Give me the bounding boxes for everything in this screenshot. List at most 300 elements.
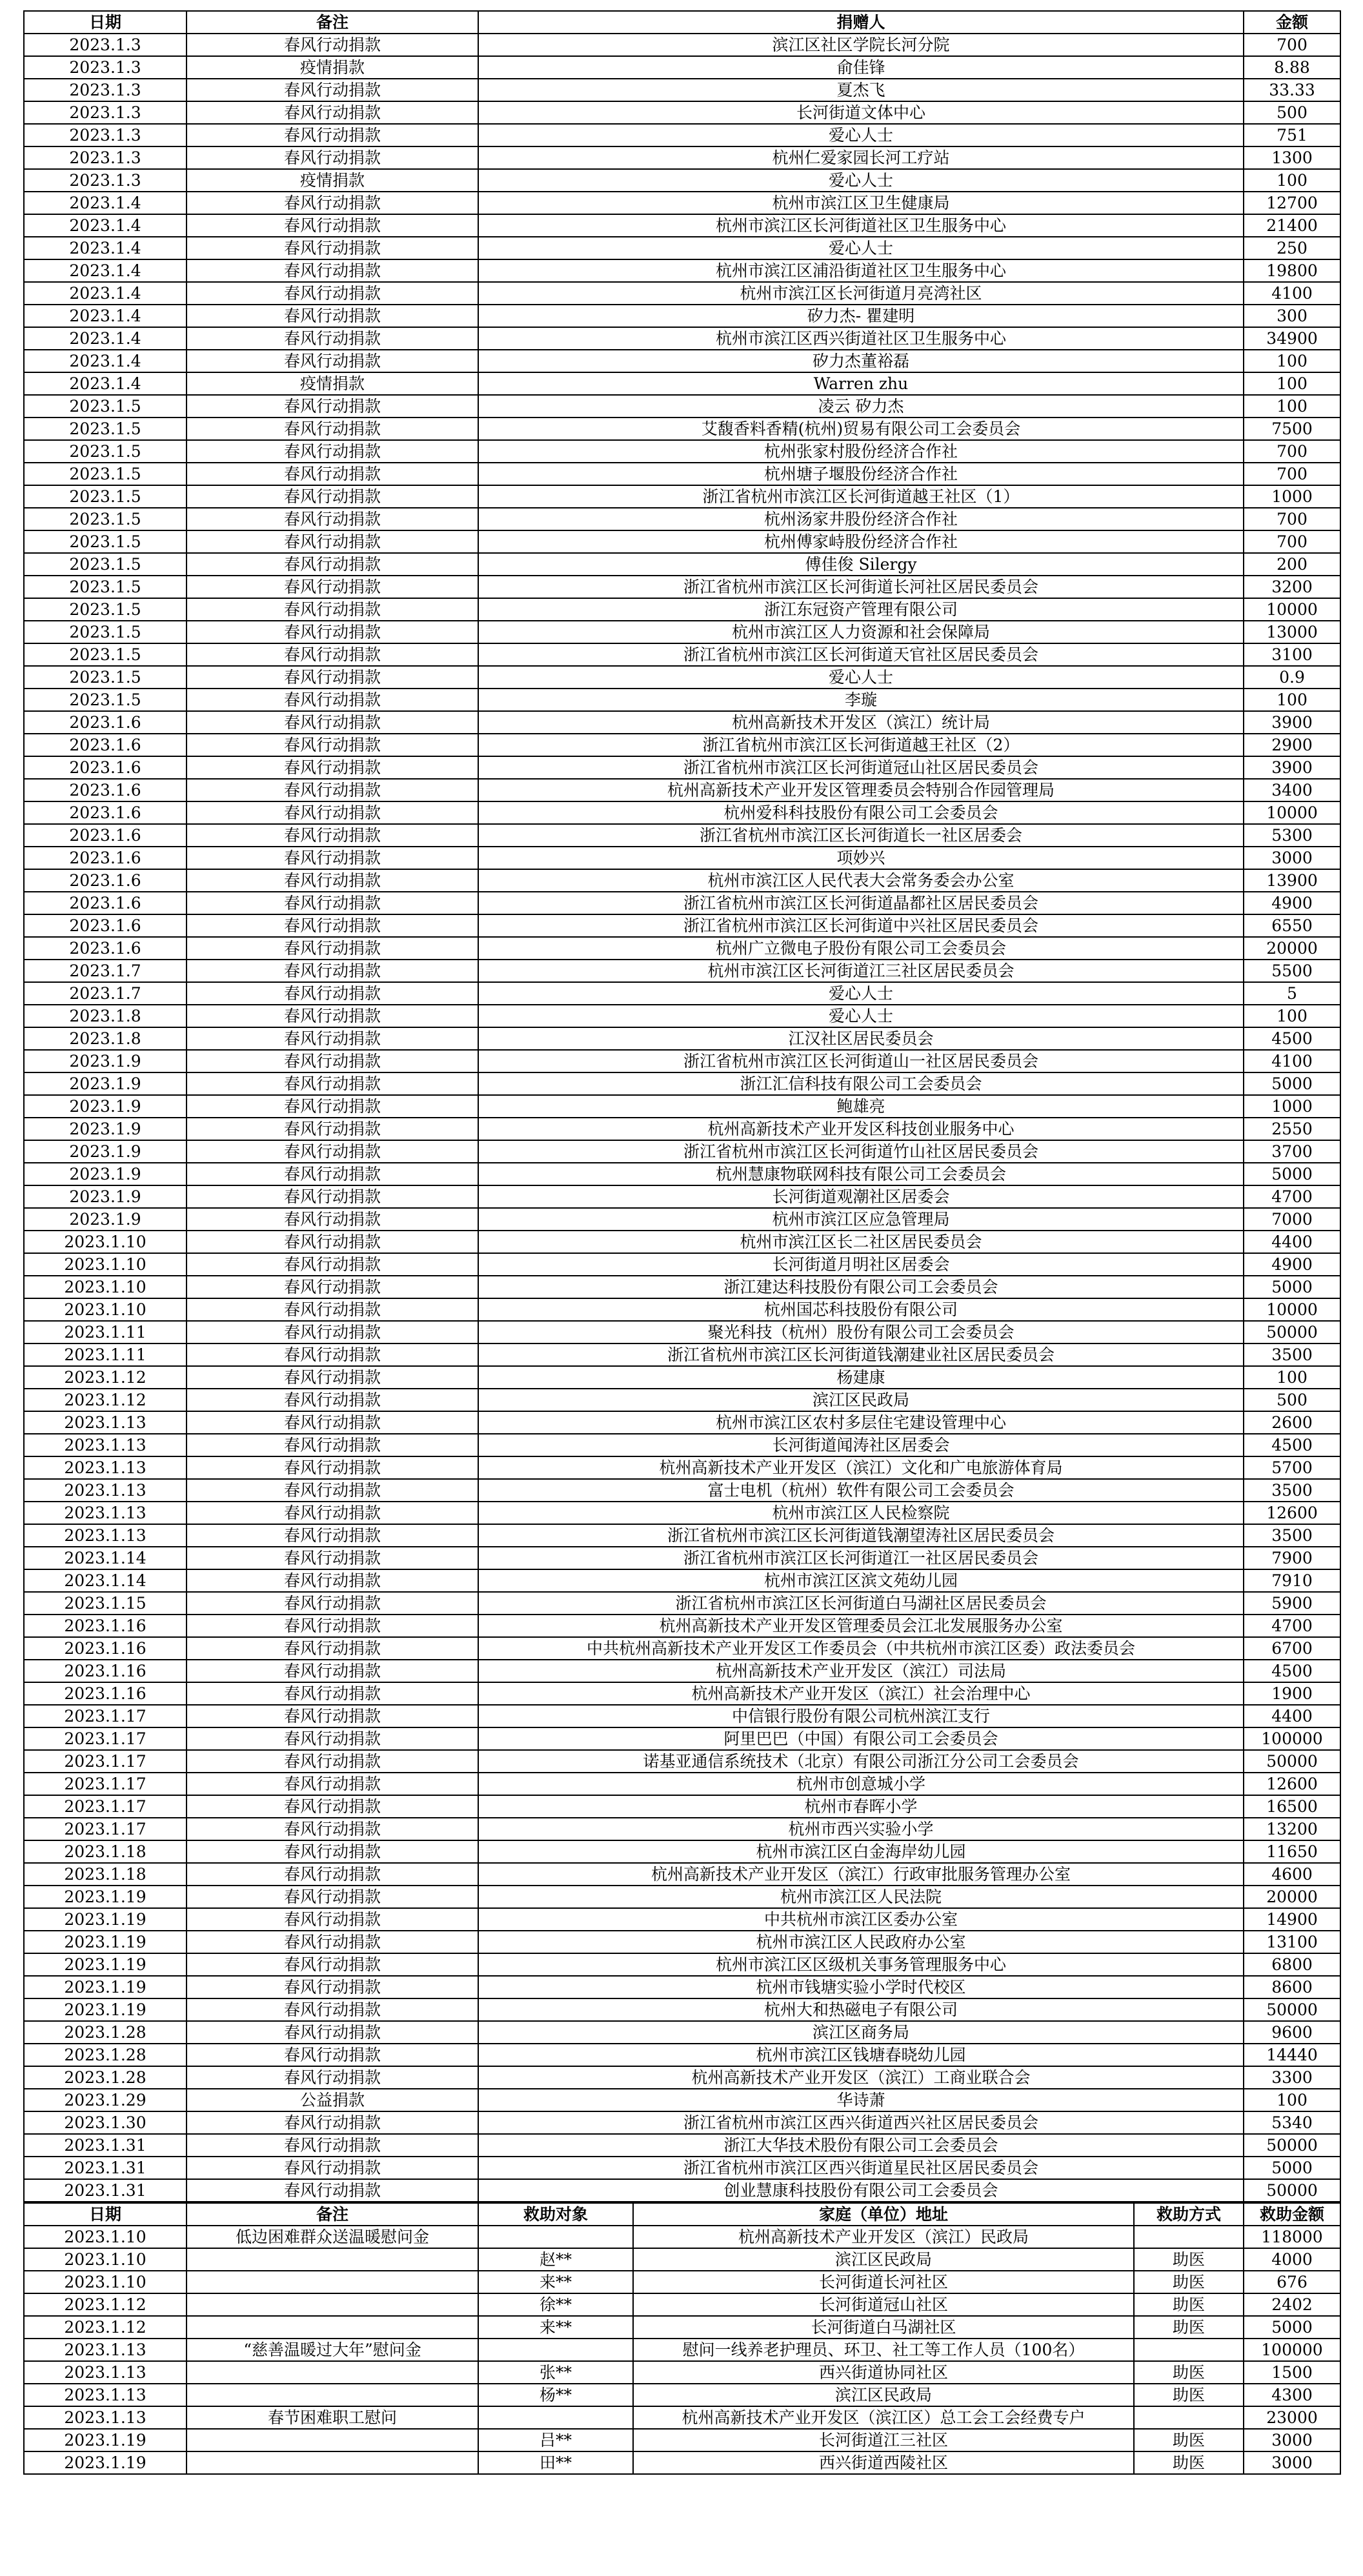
cell-donor: 爱心人士 <box>478 982 1244 1005</box>
cell-amount: 7500 <box>1244 418 1340 440</box>
cell-donor: 杭州市滨江区人民代表大会常务委会办公室 <box>478 869 1244 892</box>
cell-date: 2023.1.28 <box>24 2021 187 2044</box>
header-amount: 金额 <box>1244 11 1340 34</box>
cell-note: 春风行动捐款 <box>187 1569 478 1592</box>
table-row <box>24 463 1340 485</box>
cell-donor: 杭州市西兴实验小学 <box>478 1818 1244 1840</box>
cell-date: 2023.1.4 <box>24 350 187 372</box>
cell-donor: 华诗萧 <box>478 2089 1244 2111</box>
cell-note: 春风行动捐款 <box>187 463 478 485</box>
cell-amount: 4700 <box>1244 1185 1340 1208</box>
cell-donor: 杭州慧康物联网科技有限公司工会委员会 <box>478 1163 1244 1185</box>
cell-donor: 杭州高新技术开发区（滨江）统计局 <box>478 711 1244 734</box>
cell-donor: 矽力杰- 瞿建明 <box>478 305 1244 327</box>
table-row <box>24 1276 1340 1298</box>
cell-note: 春风行动捐款 <box>187 237 478 259</box>
cell-date: 2023.1.5 <box>24 508 187 530</box>
cell-date: 2023.1.16 <box>24 1660 187 1682</box>
table-row <box>24 824 1340 847</box>
table-row <box>24 756 1340 779</box>
cell-date: 2023.1.7 <box>24 982 187 1005</box>
cell-donor: 浙江省杭州市滨江区长河街道山一社区居民委员会 <box>478 1050 1244 1072</box>
table-row <box>24 1615 1340 1637</box>
cell-date: 2023.1.4 <box>24 327 187 350</box>
cell-donor: 杭州汤家井股份经济合作社 <box>478 508 1244 530</box>
cell-note <box>187 2384 478 2406</box>
cell-donor: 杭州市创意城小学 <box>478 1773 1244 1795</box>
table-row <box>24 1976 1340 1998</box>
cell-amount: 4500 <box>1244 1660 1340 1682</box>
cell-donor: 杭州仁爱家园长河工疗站 <box>478 146 1244 169</box>
cell-date: 2023.1.19 <box>24 1908 187 1931</box>
cell-date: 2023.1.17 <box>24 1818 187 1840</box>
cell-amount: 7910 <box>1244 1569 1340 1592</box>
cell-amount: 5700 <box>1244 1456 1340 1479</box>
cell-donor: 浙江省杭州市滨江区长河街道越王社区（2） <box>478 734 1244 756</box>
cell-amount: 250 <box>1244 237 1340 259</box>
table-row <box>24 350 1340 372</box>
cell-donor: 杭州高新技术产业开发区（滨江）工商业联合会 <box>478 2066 1244 2089</box>
cell-note: 春风行动捐款 <box>187 79 478 101</box>
cell-date: 2023.1.9 <box>24 1118 187 1140</box>
cell-note: 春风行动捐款 <box>187 1998 478 2021</box>
cell-donor: 杭州市滨江区长河街道社区卫生服务中心 <box>478 214 1244 237</box>
cell-amount: 3200 <box>1244 576 1340 598</box>
cell-note: 春风行动捐款 <box>187 756 478 779</box>
cell-date: 2023.1.5 <box>24 485 187 508</box>
cell-date: 2023.1.13 <box>24 1524 187 1547</box>
cell-amount: 11650 <box>1244 1840 1340 1863</box>
cell-note: 春风行动捐款 <box>187 1615 478 1637</box>
cell-donor: 杭州市滨江区人民检察院 <box>478 1502 1244 1524</box>
cell-note: 春风行动捐款 <box>187 711 478 734</box>
cell-amount: 4900 <box>1244 1253 1340 1276</box>
cell-date: 2023.1.18 <box>24 1863 187 1886</box>
cell-amount: 8.88 <box>1244 56 1340 79</box>
table-row <box>24 1231 1340 1253</box>
cell-donor: Warren zhu <box>478 372 1244 395</box>
cell-date: 2023.1.19 <box>24 2429 187 2451</box>
cell-date: 2023.1.6 <box>24 847 187 869</box>
cell-amount: 4900 <box>1244 892 1340 914</box>
cell-donor: 杭州市滨江区区级机关事务管理服务中心 <box>478 1953 1244 1976</box>
table-row <box>24 440 1340 463</box>
cell-method: 助医 <box>1134 2384 1244 2406</box>
cell-amount: 5000 <box>1244 1072 1340 1095</box>
cell-date: 2023.1.10 <box>24 2271 187 2293</box>
cell-donor: 浙江省杭州市滨江区西兴街道星民社区居民委员会 <box>478 2157 1244 2179</box>
cell-date: 2023.1.28 <box>24 2044 187 2066</box>
cell-note: 春风行动捐款 <box>187 1276 478 1298</box>
cell-note <box>187 2293 478 2316</box>
cell-address: 滨江区民政局 <box>633 2248 1134 2271</box>
table-row <box>24 2179 1340 2202</box>
cell-amount: 700 <box>1244 508 1340 530</box>
cell-date: 2023.1.5 <box>24 440 187 463</box>
cell-address: 长河街道长河社区 <box>633 2271 1134 2293</box>
table-row <box>24 1434 1340 1456</box>
cell-date: 2023.1.4 <box>24 282 187 305</box>
cell-address: 西兴街道西陵社区 <box>633 2451 1134 2474</box>
cell-amount: 23000 <box>1244 2406 1340 2429</box>
cell-note: 春风行动捐款 <box>187 1931 478 1953</box>
cell-amount: 100 <box>1244 1366 1340 1389</box>
cell-date: 2023.1.28 <box>24 2066 187 2089</box>
cell-note: 春风行动捐款 <box>187 101 478 124</box>
cell-target: 赵** <box>478 2248 633 2271</box>
cell-donor: 长河街道闻涛社区居委会 <box>478 1434 1244 1456</box>
cell-note: 春风行动捐款 <box>187 1863 478 1886</box>
table-row <box>24 2111 1340 2134</box>
cell-date: 2023.1.10 <box>24 1298 187 1321</box>
cell-date: 2023.1.3 <box>24 79 187 101</box>
table-row <box>24 553 1340 576</box>
cell-note: 春风行动捐款 <box>187 2044 478 2066</box>
cell-donor: 杭州傅家峙股份经济合作社 <box>478 530 1244 553</box>
table-row <box>24 1411 1340 1434</box>
cell-amount: 5000 <box>1244 1163 1340 1185</box>
table-row <box>24 237 1340 259</box>
cell-note: 公益捐款 <box>187 2089 478 2111</box>
cell-note: 春风行动捐款 <box>187 440 478 463</box>
cell-donor: 杭州市滨江区西兴街道社区卫生服务中心 <box>478 327 1244 350</box>
cell-date: 2023.1.6 <box>24 937 187 960</box>
table-row <box>24 259 1340 282</box>
cell-note <box>187 2361 478 2384</box>
table-row <box>24 1072 1340 1095</box>
cell-note: 春风行动捐款 <box>187 1140 478 1163</box>
cell-amount: 1000 <box>1244 485 1340 508</box>
cell-donor: 杭州市滨江区人民法院 <box>478 1886 1244 1908</box>
cell-note: 春风行动捐款 <box>187 146 478 169</box>
cell-note: 春风行动捐款 <box>187 1840 478 1863</box>
table-row <box>24 1389 1340 1411</box>
cell-note: 春风行动捐款 <box>187 1434 478 1456</box>
cell-donor: 夏杰飞 <box>478 79 1244 101</box>
cell-note <box>187 2271 478 2293</box>
cell-note: 春风行动捐款 <box>187 124 478 146</box>
cell-address: 杭州高新技术产业开发区（滨江区）总工会工会经费专户 <box>633 2406 1134 2429</box>
table-row <box>24 847 1340 869</box>
cell-date: 2023.1.5 <box>24 418 187 440</box>
table-row <box>24 1547 1340 1569</box>
cell-target: 来** <box>478 2271 633 2293</box>
cell-donor: 滨江区商务局 <box>478 2021 1244 2044</box>
cell-note: 春风行动捐款 <box>187 1773 478 1795</box>
cell-note: 春风行动捐款 <box>187 395 478 418</box>
cell-date: 2023.1.13 <box>24 2384 187 2406</box>
cell-date: 2023.1.5 <box>24 530 187 553</box>
table-row <box>24 1727 1340 1750</box>
cell-target: 吕** <box>478 2429 633 2451</box>
cell-donor: 中信银行股份有限公司杭州滨江支行 <box>478 1705 1244 1727</box>
cell-date: 2023.1.4 <box>24 372 187 395</box>
cell-date: 2023.1.19 <box>24 1886 187 1908</box>
cell-note: 春风行动捐款 <box>187 1231 478 1253</box>
cell-date: 2023.1.5 <box>24 576 187 598</box>
table-row <box>24 2429 1340 2451</box>
cell-amount: 3100 <box>1244 643 1340 666</box>
cell-amount: 1000 <box>1244 1095 1340 1118</box>
cell-donor: 长河街道月明社区居委会 <box>478 1253 1244 1276</box>
cell-date: 2023.1.13 <box>24 2339 187 2361</box>
cell-date: 2023.1.5 <box>24 621 187 643</box>
cell-amount: 1500 <box>1244 2361 1340 2384</box>
cell-date: 2023.1.31 <box>24 2179 187 2202</box>
header2-target: 救助对象 <box>478 2203 633 2226</box>
cell-donor: 杭州大和热磁电子有限公司 <box>478 1998 1244 2021</box>
cell-amount: 3500 <box>1244 1524 1340 1547</box>
cell-amount: 12600 <box>1244 1773 1340 1795</box>
table-row <box>24 305 1340 327</box>
cell-address: 长河街道江三社区 <box>633 2429 1134 2451</box>
cell-amount: 118000 <box>1244 2226 1340 2248</box>
cell-date: 2023.1.3 <box>24 124 187 146</box>
table-row <box>24 2248 1340 2271</box>
table-row <box>24 2157 1340 2179</box>
table-row <box>24 1118 1340 1140</box>
cell-amount: 50000 <box>1244 1321 1340 1343</box>
cell-amount: 3000 <box>1244 2451 1340 2474</box>
table-row <box>24 2451 1340 2474</box>
cell-amount: 700 <box>1244 530 1340 553</box>
table-row <box>24 1524 1340 1547</box>
cell-date: 2023.1.9 <box>24 1072 187 1095</box>
cell-amount: 21400 <box>1244 214 1340 237</box>
cell-date: 2023.1.13 <box>24 2406 187 2429</box>
cell-amount: 13900 <box>1244 869 1340 892</box>
header2-address: 家庭（单位）地址 <box>633 2203 1134 2226</box>
table-row <box>24 1773 1340 1795</box>
cell-amount: 4400 <box>1244 1705 1340 1727</box>
cell-date: 2023.1.19 <box>24 1953 187 1976</box>
cell-donor: 杭州广立微电子股份有限公司工会委员会 <box>478 937 1244 960</box>
cell-amount: 4000 <box>1244 2248 1340 2271</box>
cell-note: 春风行动捐款 <box>187 576 478 598</box>
cell-donor: 浙江大华技术股份有限公司工会委员会 <box>478 2134 1244 2157</box>
cell-date: 2023.1.6 <box>24 801 187 824</box>
cell-note: 疫情捐款 <box>187 56 478 79</box>
cell-donor: 浙江省杭州市滨江区长河街道长河社区居民委员会 <box>478 576 1244 598</box>
cell-date: 2023.1.17 <box>24 1795 187 1818</box>
table-row <box>24 869 1340 892</box>
table-row <box>24 1592 1340 1615</box>
table-row <box>24 2066 1340 2089</box>
cell-amount: 34900 <box>1244 327 1340 350</box>
table-row <box>24 2361 1340 2384</box>
table-row <box>24 1005 1340 1027</box>
table-row <box>24 1637 1340 1660</box>
cell-amount: 5000 <box>1244 2157 1340 2179</box>
table-row <box>24 1840 1340 1863</box>
table-row <box>24 1818 1340 1840</box>
cell-note: “慈善温暖过大年”慰问金 <box>187 2339 478 2361</box>
table-row <box>24 530 1340 553</box>
assistance-header-row <box>24 2203 1340 2226</box>
cell-date: 2023.1.30 <box>24 2111 187 2134</box>
cell-note: 春风行动捐款 <box>187 689 478 711</box>
table-row <box>24 2089 1340 2111</box>
cell-date: 2023.1.8 <box>24 1027 187 1050</box>
cell-date: 2023.1.6 <box>24 824 187 847</box>
cell-note: 春风行动捐款 <box>187 1547 478 1569</box>
table-row <box>24 734 1340 756</box>
cell-donor: 江汉社区居民委员会 <box>478 1027 1244 1050</box>
cell-amount: 14440 <box>1244 2044 1340 2066</box>
table-row <box>24 2293 1340 2316</box>
table-row <box>24 1253 1340 1276</box>
cell-donor: 浙江东冠资产管理有限公司 <box>478 598 1244 621</box>
cell-date: 2023.1.13 <box>24 2361 187 2384</box>
table-row <box>24 101 1340 124</box>
cell-method: 助医 <box>1134 2451 1244 2474</box>
cell-date: 2023.1.17 <box>24 1773 187 1795</box>
table-row <box>24 1479 1340 1502</box>
cell-date: 2023.1.9 <box>24 1185 187 1208</box>
table-row <box>24 2406 1340 2429</box>
cell-donor: 杭州市滨江区卫生健康局 <box>478 192 1244 214</box>
cell-note: 春风行动捐款 <box>187 779 478 801</box>
cell-amount: 5000 <box>1244 2316 1340 2339</box>
cell-date: 2023.1.6 <box>24 779 187 801</box>
cell-amount: 4100 <box>1244 1050 1340 1072</box>
cell-amount: 9600 <box>1244 2021 1340 2044</box>
cell-note: 低边困难群众送温暖慰问金 <box>187 2226 478 2248</box>
cell-amount: 500 <box>1244 1389 1340 1411</box>
cell-date: 2023.1.12 <box>24 2293 187 2316</box>
cell-donor: 杭州爱科科技股份有限公司工会委员会 <box>478 801 1244 824</box>
table-row <box>24 1908 1340 1931</box>
cell-note: 春风行动捐款 <box>187 914 478 937</box>
cell-amount: 3300 <box>1244 2066 1340 2089</box>
cell-amount: 3500 <box>1244 1343 1340 1366</box>
cell-date: 2023.1.16 <box>24 1615 187 1637</box>
table-row <box>24 1095 1340 1118</box>
cell-date: 2023.1.9 <box>24 1140 187 1163</box>
cell-target: 张** <box>478 2361 633 2384</box>
cell-amount: 6550 <box>1244 914 1340 937</box>
table-row <box>24 214 1340 237</box>
cell-date: 2023.1.19 <box>24 1976 187 1998</box>
table-row <box>24 1569 1340 1592</box>
cell-donor: 杭州市滨江区钱塘春晓幼儿园 <box>478 2044 1244 2066</box>
cell-amount: 1300 <box>1244 146 1340 169</box>
cell-date: 2023.1.3 <box>24 34 187 56</box>
cell-donor: 浙江省杭州市滨江区长河街道中兴社区居民委员会 <box>478 914 1244 937</box>
cell-target <box>478 2226 633 2248</box>
cell-note: 春风行动捐款 <box>187 1253 478 1276</box>
cell-donor: 中共杭州市滨江区委办公室 <box>478 1908 1244 1931</box>
table-row <box>24 621 1340 643</box>
cell-amount: 50000 <box>1244 2179 1340 2202</box>
table-row <box>24 2226 1340 2248</box>
table-row <box>24 2134 1340 2157</box>
cell-note: 春风行动捐款 <box>187 1321 478 1343</box>
cell-donor: 浙江省杭州市滨江区长河街道白马湖社区居民委员会 <box>478 1592 1244 1615</box>
cell-method <box>1134 2339 1244 2361</box>
table-row <box>24 914 1340 937</box>
table-row <box>24 1682 1340 1705</box>
cell-note: 春风行动捐款 <box>187 643 478 666</box>
cell-date: 2023.1.3 <box>24 56 187 79</box>
cell-amount: 20000 <box>1244 1886 1340 1908</box>
cell-date: 2023.1.6 <box>24 711 187 734</box>
cell-amount: 33.33 <box>1244 79 1340 101</box>
cell-date: 2023.1.12 <box>24 1389 187 1411</box>
cell-date: 2023.1.4 <box>24 237 187 259</box>
cell-note: 春风行动捐款 <box>187 1343 478 1366</box>
cell-donor: 杭州市滨江区滨文苑幼儿园 <box>478 1569 1244 1592</box>
cell-amount: 5300 <box>1244 824 1340 847</box>
cell-method: 助医 <box>1134 2316 1244 2339</box>
table-row <box>24 372 1340 395</box>
cell-amount: 700 <box>1244 463 1340 485</box>
cell-amount: 13200 <box>1244 1818 1340 1840</box>
table-row <box>24 146 1340 169</box>
cell-note <box>187 2248 478 2271</box>
table-row <box>24 1502 1340 1524</box>
table-row <box>24 1208 1340 1231</box>
cell-amount: 0.9 <box>1244 666 1340 689</box>
cell-amount: 4700 <box>1244 1615 1340 1637</box>
cell-date: 2023.1.9 <box>24 1095 187 1118</box>
cell-date: 2023.1.6 <box>24 869 187 892</box>
cell-donor: 杭州高新技术产业开发区（滨江）行政审批服务管理办公室 <box>478 1863 1244 1886</box>
cell-donor: 杭州市滨江区人民政府办公室 <box>478 1931 1244 1953</box>
cell-amount: 500 <box>1244 101 1340 124</box>
assistance-table <box>23 2202 1341 2475</box>
cell-donor: 浙江省杭州市滨江区长河街道天官社区居民委员会 <box>478 643 1244 666</box>
cell-donor: 长河街道观潮社区居委会 <box>478 1185 1244 1208</box>
cell-amount: 100000 <box>1244 1727 1340 1750</box>
cell-note: 春风行动捐款 <box>187 847 478 869</box>
cell-donor: 杭州张家村股份经济合作社 <box>478 440 1244 463</box>
cell-date: 2023.1.6 <box>24 914 187 937</box>
donation-header-row <box>24 11 1340 34</box>
cell-address: 西兴街道协同社区 <box>633 2361 1134 2384</box>
cell-amount: 3400 <box>1244 779 1340 801</box>
cell-note: 春风行动捐款 <box>187 1660 478 1682</box>
cell-donor: 杭州市滨江区人力资源和社会保障局 <box>478 621 1244 643</box>
cell-amount: 5340 <box>1244 2111 1340 2134</box>
cell-address: 慰问一线养老护理员、环卫、社工等工作人员（100名） <box>633 2339 1134 2361</box>
table-row <box>24 937 1340 960</box>
cell-note: 春风行动捐款 <box>187 892 478 914</box>
cell-donor: 浙江建达科技股份有限公司工会委员会 <box>478 1276 1244 1298</box>
cell-amount: 12700 <box>1244 192 1340 214</box>
cell-date: 2023.1.13 <box>24 1502 187 1524</box>
cell-amount: 2600 <box>1244 1411 1340 1434</box>
cell-donor: 浙江省杭州市滨江区长河街道冠山社区居民委员会 <box>478 756 1244 779</box>
cell-date: 2023.1.9 <box>24 1050 187 1072</box>
cell-note: 春风行动捐款 <box>187 1502 478 1524</box>
cell-donor: 浙江省杭州市滨江区西兴街道西兴社区居民委员会 <box>478 2111 1244 2134</box>
cell-note: 春风行动捐款 <box>187 1095 478 1118</box>
cell-note: 春风行动捐款 <box>187 2134 478 2157</box>
cell-method: 助医 <box>1134 2429 1244 2451</box>
cell-donor: 杭州市滨江区应急管理局 <box>478 1208 1244 1231</box>
cell-donor: 爱心人士 <box>478 169 1244 192</box>
table-row <box>24 124 1340 146</box>
cell-amount: 16500 <box>1244 1795 1340 1818</box>
cell-date: 2023.1.13 <box>24 1434 187 1456</box>
table-row <box>24 79 1340 101</box>
cell-note: 春风行动捐款 <box>187 1298 478 1321</box>
cell-note: 春风行动捐款 <box>187 553 478 576</box>
cell-note: 春风行动捐款 <box>187 598 478 621</box>
cell-donor: 浙江省杭州市滨江区长河街道晶都社区居民委员会 <box>478 892 1244 914</box>
cell-donor: 李璇 <box>478 689 1244 711</box>
